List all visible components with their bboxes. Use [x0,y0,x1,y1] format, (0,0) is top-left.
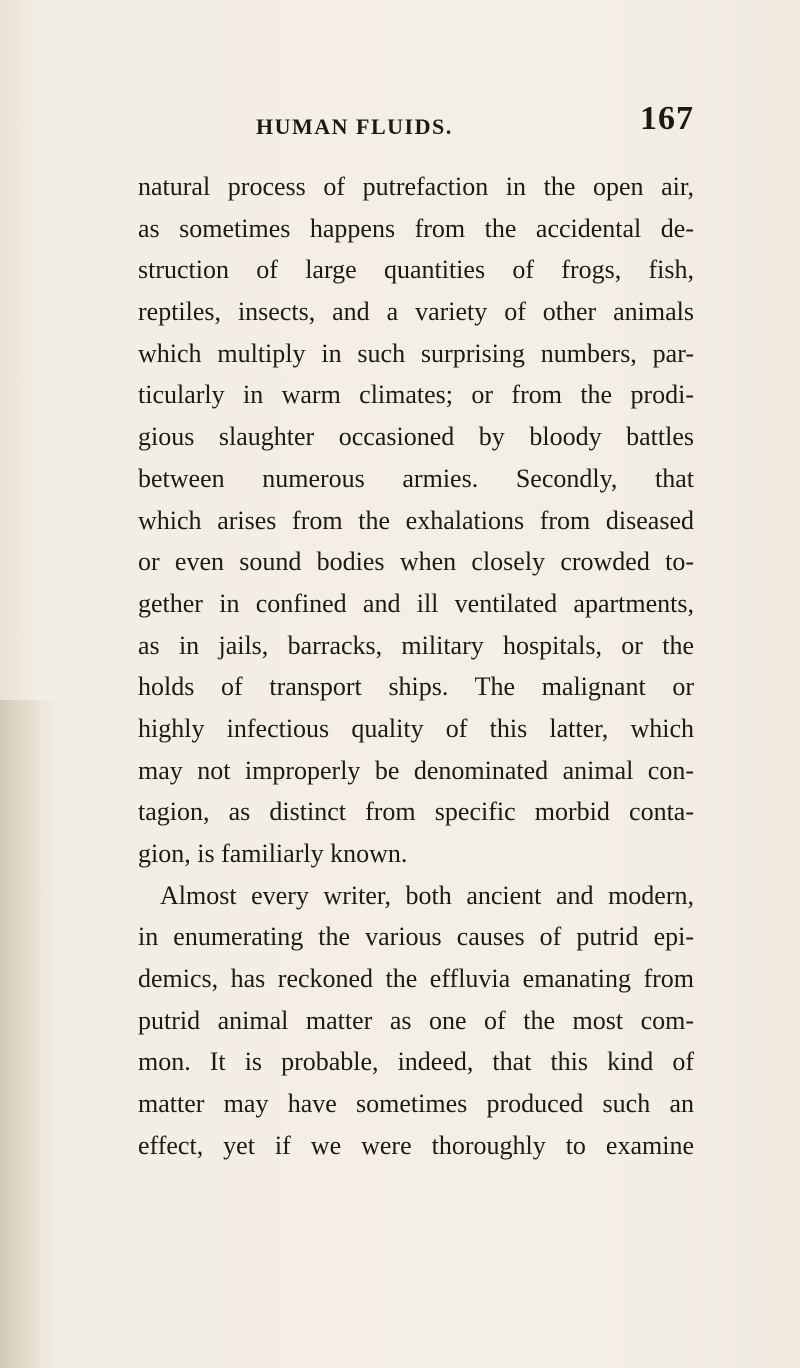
running-head-title: HUMAN FLUIDS. [256,114,453,139]
text-line: Almost every writer, both ancient and modern, [160,880,694,910]
text-line: gious slaughter occasioned by bloody battles [138,422,694,452]
text-line: struction of large quantities of frogs, fish, [138,255,694,285]
text-line: natural process of putrefaction in the open air, [138,172,694,201]
text-line: mon. It is probable, indeed, that this kind of [138,1047,694,1077]
text-line: reptiles, insects, and a variety of other animals [138,297,694,327]
text-line: or even sound bodies when closely crowded to- [138,547,694,577]
text-line: as in jails, barracks, military hospitals, or the [138,630,694,660]
text-line: demics, has reckoned the effluvia emanating from [138,964,694,994]
text-line: matter may have sometimes produced such an [138,1089,694,1119]
body-text [138,166,694,1167]
text-line: gion, is familiarly known. [138,839,408,868]
text-line: ticularly in warm climates; or from the prodi- [138,380,694,410]
text-line: which arises from the exhalations from diseased [138,505,694,535]
paragraph-2 [138,875,694,1167]
page-number: 167 [640,100,694,137]
text-line: highly infectious quality of this latter, which [138,713,694,743]
text-line: may not improperly be denominated animal con- [138,755,694,785]
text-line: as sometimes happens from the accidental de- [138,213,694,243]
text-line: between numerous armies. Secondly, that [138,463,694,493]
page-edge-shadow [0,700,60,1368]
text-line: gether in confined and ill ventilated apartments, [138,588,694,618]
paragraph-1 [138,166,694,875]
text-line: holds of transport ships. The malignant or [138,672,694,702]
running-head [0,100,800,140]
text-line: tagion, as distinct from specific morbid conta- [138,797,694,827]
text-line: which multiply in such surprising numbers, par- [138,338,694,368]
text-line: effect, yet if we were thoroughly to examine [138,1130,694,1160]
text-line: putrid animal matter as one of the most com- [138,1005,694,1035]
text-line: in enumerating the various causes of putrid epi- [138,922,694,952]
